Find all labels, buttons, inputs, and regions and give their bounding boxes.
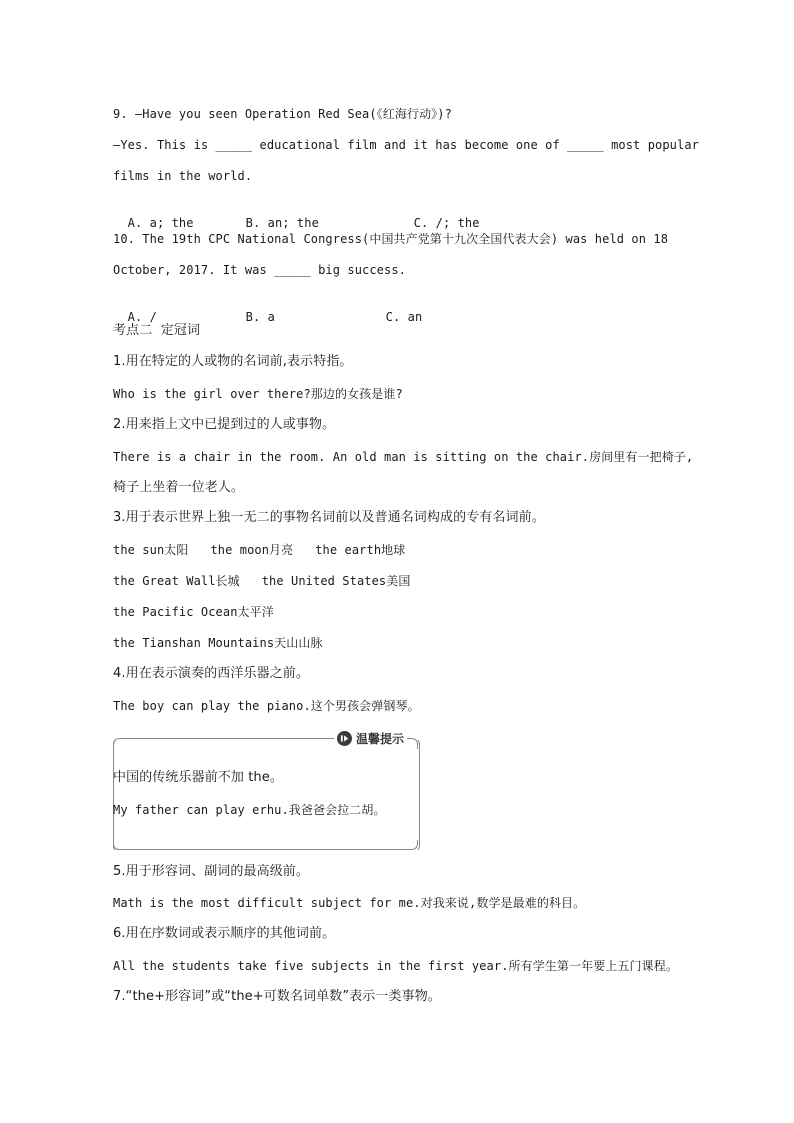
play-circle-icon — [337, 731, 352, 746]
rule-7-heading: 7.“the+形容词”或“the+可数名词单数”表示一类事物。 — [113, 989, 441, 1004]
q10-option-a: A. / — [127, 310, 157, 324]
rule-3-heading: 3.用于表示世界上独一无二的事物名词前以及普通名词构成的专有名词前。 — [113, 510, 545, 525]
rule-2-heading: 2.用来指上文中已提到过的人或事物。 — [113, 417, 336, 432]
rule-5-heading: 5.用于形容词、副词的最高级前。 — [113, 864, 310, 879]
q9-line1: 9. —Have you seen Operation Red Sea(《红海行动》)? — [113, 107, 452, 121]
rule-3-example-4: the Tianshan Mountains天山山脉 — [113, 636, 323, 650]
q10-options — [113, 293, 694, 325]
rule-4-example: The boy can play the piano.这个男孩会弹钢琴。 — [113, 699, 420, 713]
section-title: 考点二 定冠词 — [113, 323, 201, 338]
q9-option-c: C. /; the — [413, 216, 480, 230]
rule-6-example: All the students take five subjects in the first year.所有学生第一年要上五门课程。 — [113, 959, 678, 973]
q10-line2: October, 2017. It was _____ big success. — [113, 263, 406, 277]
tip-line2: My father can play erhu.我爸爸会拉二胡。 — [113, 803, 386, 817]
q10-option-b: B. a — [245, 310, 275, 324]
q10-option-c: C. an — [385, 310, 423, 324]
rule-5-example: Math is the most difficult subject for me.对我来说,数学是最难的科目。 — [113, 896, 586, 910]
tip-label-text: 温馨提示 — [356, 731, 405, 746]
q9-options — [113, 199, 694, 231]
rule-1-example: Who is the girl over there?那边的女孩是谁? — [113, 387, 403, 401]
q9-line2: —Yes. This is _____ educational film and it has become one of _____ most popular — [113, 138, 699, 152]
q9-option-a: A. a; the — [127, 216, 194, 230]
rule-3-example-3: the Pacific Ocean太平洋 — [113, 605, 274, 619]
rule-4-heading: 4.用在表示演奏的西洋乐器之前。 — [113, 666, 310, 681]
rule-6-heading: 6.用在序数词或表示顺序的其他词前。 — [113, 926, 336, 941]
q9-line3: films in the world. — [113, 169, 253, 183]
q10-line1: 10. The 19th CPC National Congress(中国共产党第十九次全国代表大会) was held on 18 — [113, 232, 669, 246]
q9-option-b: B. an; the — [245, 216, 319, 230]
tip-line1: 中国的传统乐器前不加 the。 — [113, 770, 283, 785]
rule-3-example-2: the Great Wall长城 the United States美国 — [113, 574, 411, 588]
rule-2-example-line2: 椅子上坐着一位老人。 — [113, 480, 245, 495]
rule-3-example-1: the sun太阳 the moon月亮 the earth地球 — [113, 543, 406, 557]
rule-1-heading: 1.用在特定的人或物的名词前,表示特指。 — [113, 354, 353, 369]
tip-label — [334, 729, 407, 747]
rule-2-example-line1: There is a chair in the room. An old man is sitting on the chair.房间里有一把椅子, — [113, 450, 694, 464]
